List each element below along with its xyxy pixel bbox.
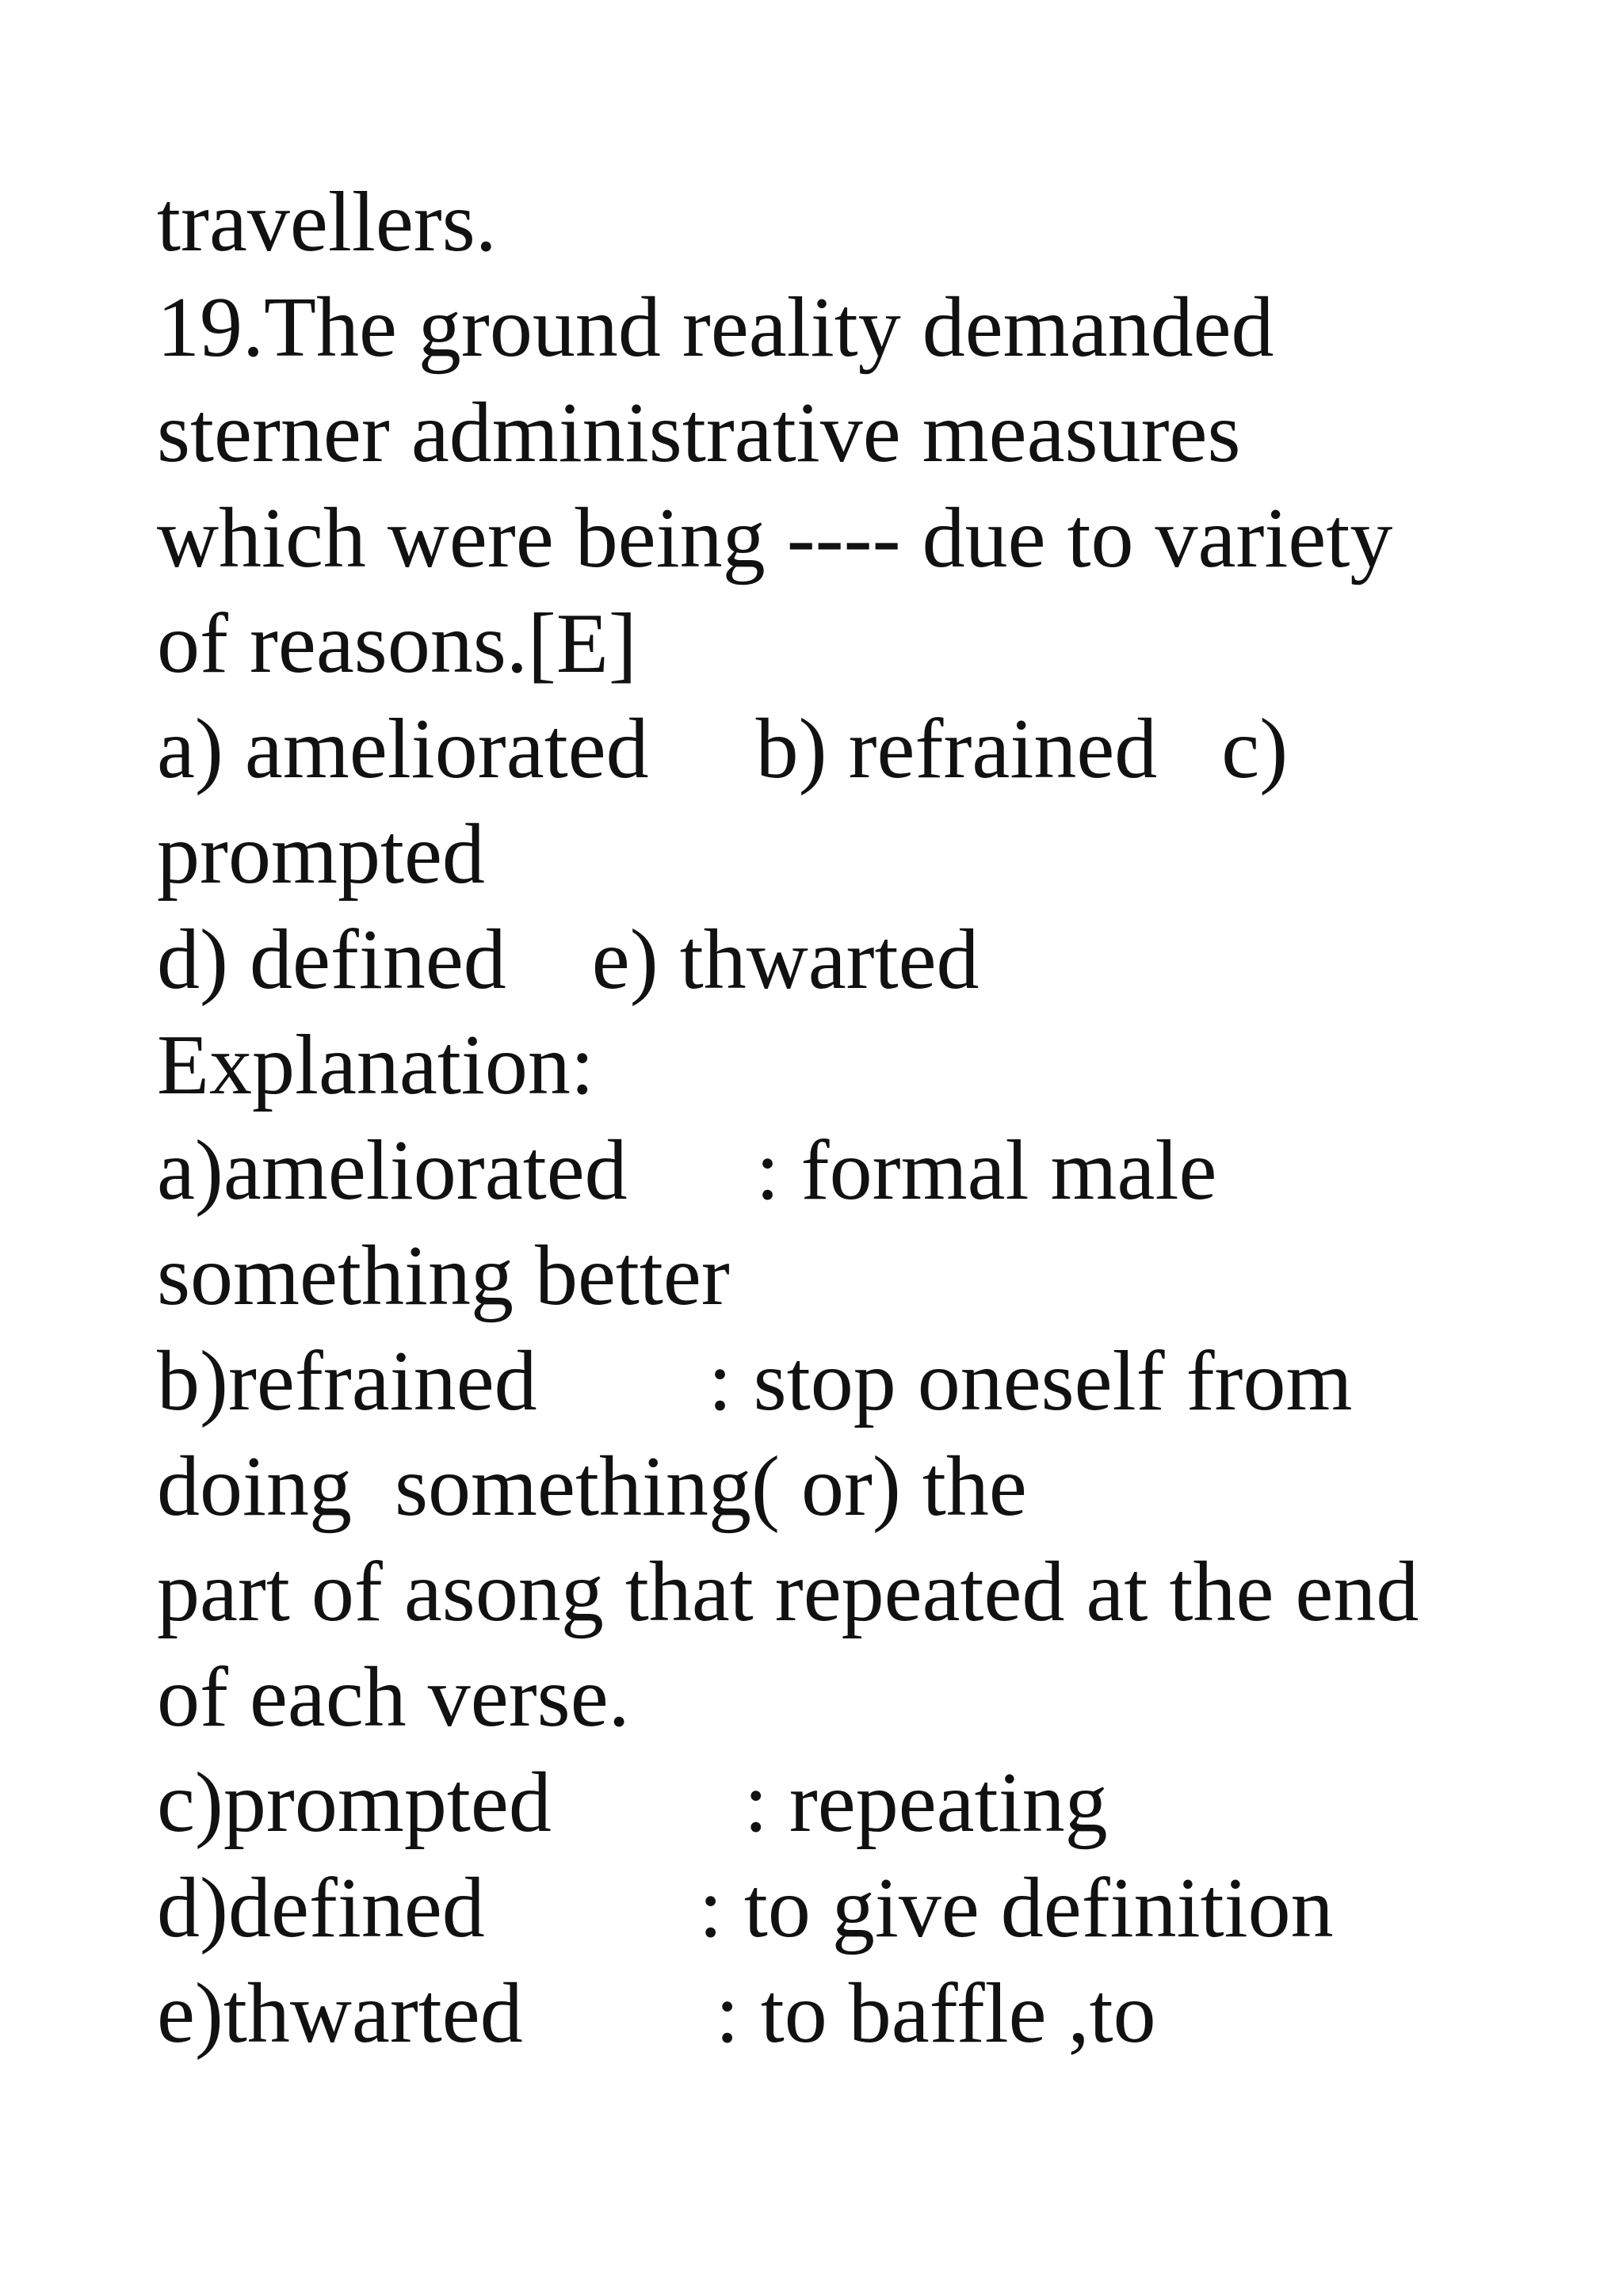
question-line: which were being ---- due to variety: [157, 491, 1393, 585]
explanation-line: d)defined : to give definition: [157, 1861, 1334, 1955]
explanation-line: part of asong that repeated at the end: [157, 1545, 1419, 1639]
explanation-line: b)refrained : stop oneself from: [157, 1334, 1353, 1428]
text-line: travellers.: [157, 175, 497, 269]
question-line: sterner administrative measures: [157, 386, 1241, 480]
explanation-line: something better: [157, 1229, 730, 1323]
options-line: prompted: [157, 807, 485, 902]
options-line: d) defined e) thwarted: [157, 913, 980, 1007]
options-line: a) ameliorated b) refrained c): [157, 702, 1289, 796]
question-line: 19.The ground reality demanded: [157, 280, 1274, 375]
explanation-line: a)ameliorated : formal male: [157, 1123, 1217, 1218]
question-line: of reasons.[E]: [157, 597, 637, 691]
explanation-heading: Explanation:: [157, 1018, 594, 1112]
explanation-line: doing something( or) the: [157, 1440, 1027, 1534]
document-text: [157, 170, 1552, 2066]
explanation-line: c)prompted : repeating: [157, 1756, 1108, 1850]
explanation-line: e)thwarted : to baffle ,to: [157, 1966, 1156, 2061]
explanation-line: of each verse.: [157, 1650, 630, 1745]
